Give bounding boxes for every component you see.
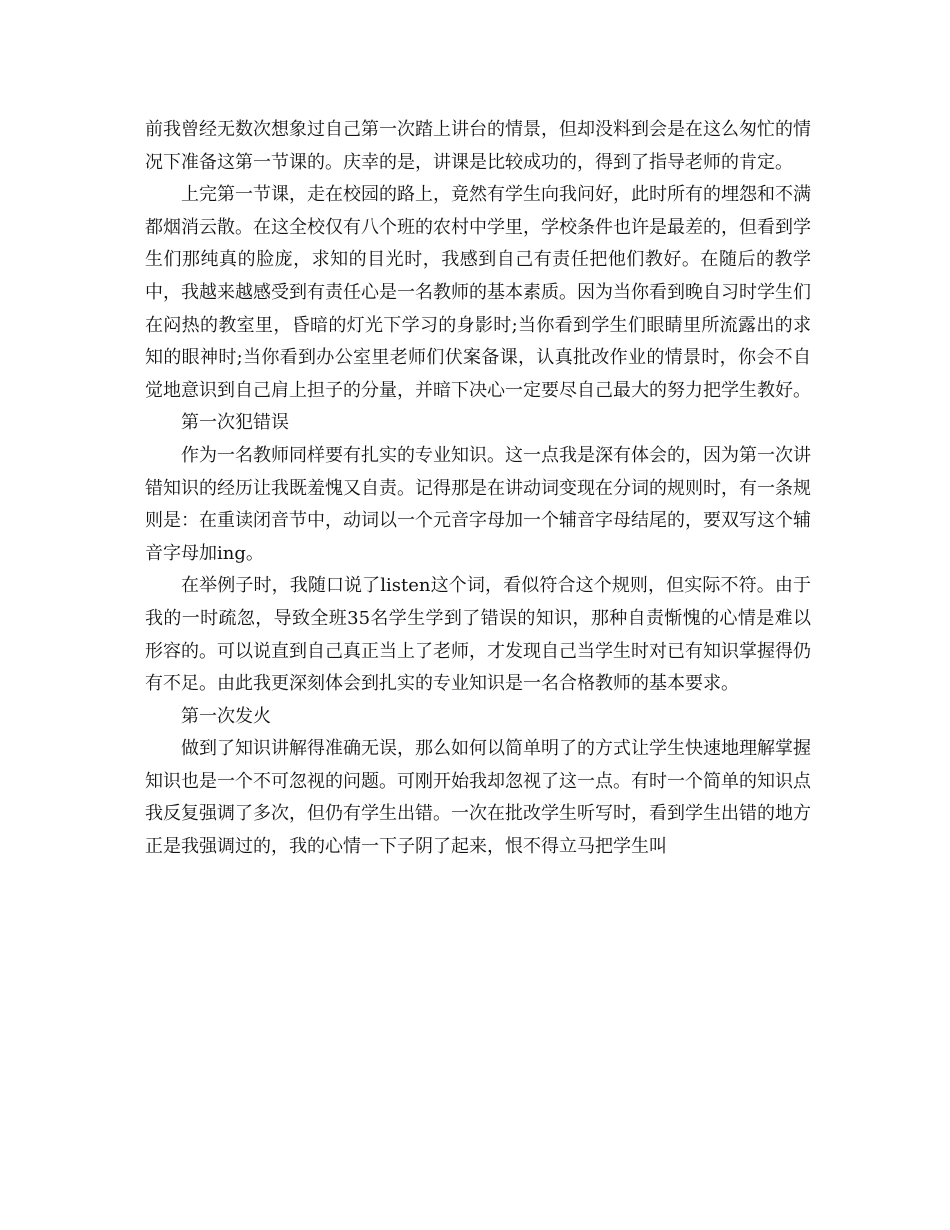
paragraph-5: 做到了知识讲解得准确无误，那么如何以简单明了的方式让学生快速地理解掌握知识也是一个不可忽视的问题。可刚开始我却忽视了这一点。有时一个简单的知识点我反复强调了多次，但仍有学生出错。一次在批改学生听写时，看到学生出错的地方正是我强调过的，我的心情一下子阴了起来，恨不得立马把学生叫 <box>145 738 811 858</box>
paragraph-3: 作为一名教师同样要有扎实的专业知识。这一点我是深有体会的，因为第一次讲错知识的经历让我既羞愧又自责。记得那是在讲动词变现在分词的规则时，有一条规则是：在重读闭音节中，动词以一个元音字母加一个辅音字母结尾的，要双写这个辅音字母加ing。 <box>145 444 811 564</box>
paragraph-2: 上完第一节课，走在校园的路上，竟然有学生向我问好，此时所有的埋怨和不满都烟消云散。在这全校仅有八个班的农村中学里，学校条件也许是最差的，但看到学生们那纯真的脸庞，求知的目光时，我感到自己有责任把他们教好。在随后的教学中，我越来越感受到有责任心是一名教师的基本素质。因为当你看到晚自习时学生们在闷热的教室里，昏暗的灯光下学习的身影时;当你看到学生们眼睛里所流露出的求知的眼神时;当你看到办公室里老师们伏案备课，认真批改作业的情景时，你会不自觉地意识到自己肩上担子的分量，并暗下决心一定要尽自己最大的努力把学生教好。 <box>145 184 811 401</box>
section-heading-first-anger: 第一次发火 <box>181 705 271 727</box>
section-heading-first-mistake: 第一次犯错误 <box>181 412 289 434</box>
document-body <box>145 114 811 864</box>
paragraph-1: 前我曾经无数次想象过自己第一次踏上讲台的情景，但却没料到会是在这么匆忙的情况下准备这第一节课的。庆幸的是，讲课是比较成功的，得到了指导老师的肯定。 <box>145 119 811 173</box>
paragraph-4: 在举例子时，我随口说了listen这个词，看似符合这个规则，但实际不符。由于我的一时疏忽，导致全班35名学生学到了错误的知识，那种自责惭愧的心情是难以形容的。可以说直到自己真正当上了老师，才发现自己当学生时对已有知识掌握得仍有不足。由此我更深刻体会到扎实的专业知识是一名合格教师的基本要求。 <box>145 575 811 695</box>
